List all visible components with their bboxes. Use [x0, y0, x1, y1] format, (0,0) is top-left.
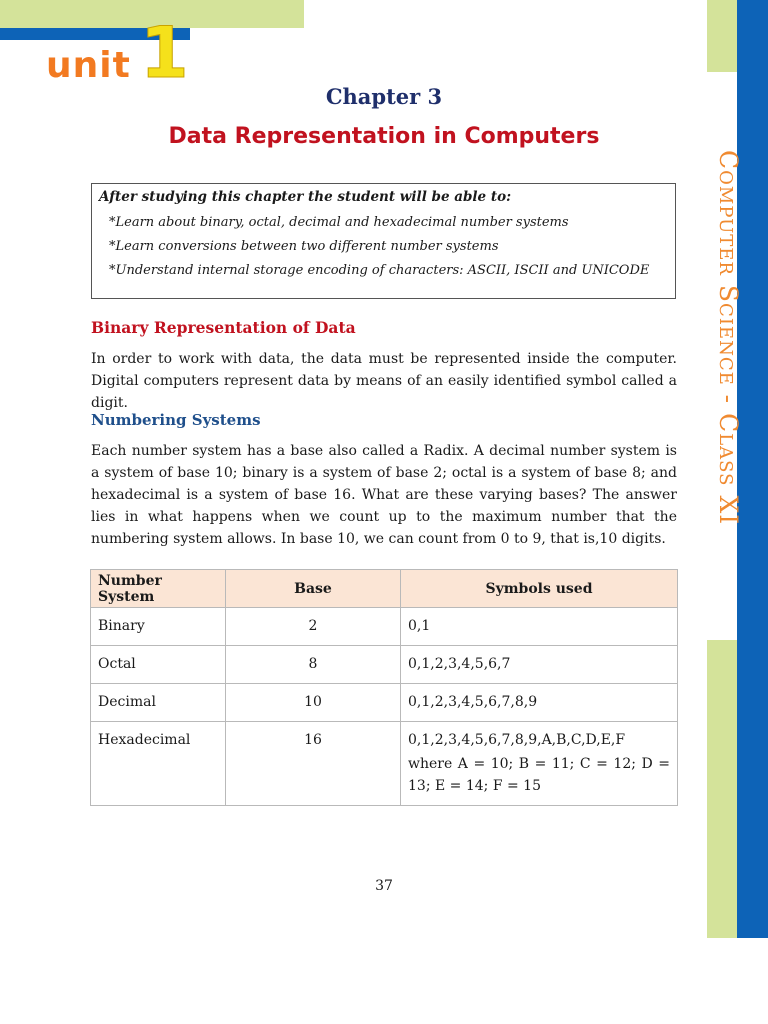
table-header-cell: Symbols used — [401, 570, 678, 608]
table-header-cell: Number System — [91, 570, 226, 608]
table-cell: 16 — [226, 722, 401, 806]
table-cell: 10 — [226, 684, 401, 722]
side-green-band-top — [707, 0, 737, 72]
table-cell: Octal — [91, 646, 226, 684]
table-cell: 0,1,2,3,4,5,6,7 — [401, 646, 678, 684]
page-number: 37 — [375, 878, 393, 894]
chapter-label: Chapter 3 — [325, 84, 443, 109]
paragraph-numbering: Each number system has a base also called a Radix. A decimal number system is a system of base 10; binary is a system of base 2; octal is a system of base 8; and hexadecimal is a system of base 16. What are these varying bases? The answer lies in what happens when we count up to the maximum number that the numbering system allows. In base 10, we can count from 0 to 9, that is,10 digits. — [91, 443, 677, 547]
table-row — [91, 722, 678, 806]
objective-item: *Learn about binary, octal, decimal and hexadecimal number systems — [109, 215, 569, 230]
table-cell: 0,1,2,3,4,5,6,7,8,9 — [401, 684, 678, 722]
hex-note: where A = 10; B = 11; C = 12; D = 13; E = 14; F = 15 — [408, 756, 670, 794]
table-header-row — [91, 570, 678, 608]
hex-symbols: 0,1,2,3,4,5,6,7,8,9,A,B,C,D,E,F — [408, 732, 626, 748]
table-cell: Decimal — [91, 684, 226, 722]
objective-item: *Understand internal storage encoding of characters: ASCII, ISCII and UNICODE — [109, 263, 650, 278]
number-system-table — [90, 569, 678, 806]
table-header-cell: Base — [226, 570, 401, 608]
side-book-title: Computer Science - Class XI — [714, 150, 743, 526]
table-cell: Binary — [91, 608, 226, 646]
table-cell: 2 — [226, 608, 401, 646]
unit-logo-word: unit — [46, 45, 131, 86]
table-row — [91, 684, 678, 722]
objective-item: *Learn conversions between two different number systems — [109, 239, 499, 254]
table-cell: 8 — [226, 646, 401, 684]
section-heading-binary: Binary Representation of Data — [91, 318, 356, 337]
table-row — [91, 646, 678, 684]
section-heading-numbering: Numbering Systems — [91, 411, 261, 429]
unit-logo-number: 1 — [140, 12, 189, 94]
page-title: Data Representation in Computers — [168, 124, 600, 149]
table-cell — [401, 722, 678, 806]
table-cell: Hexadecimal — [91, 722, 226, 806]
table-row — [91, 608, 678, 646]
table-cell: 0,1 — [401, 608, 678, 646]
objectives-heading: After studying this chapter the student will be able to: — [99, 189, 512, 205]
objectives-box — [91, 183, 676, 299]
paragraph-binary: In order to work with data, the data must be represented inside the computer. Digital computers represent data by means of an easily identified symbol called a digit. — [91, 351, 677, 411]
